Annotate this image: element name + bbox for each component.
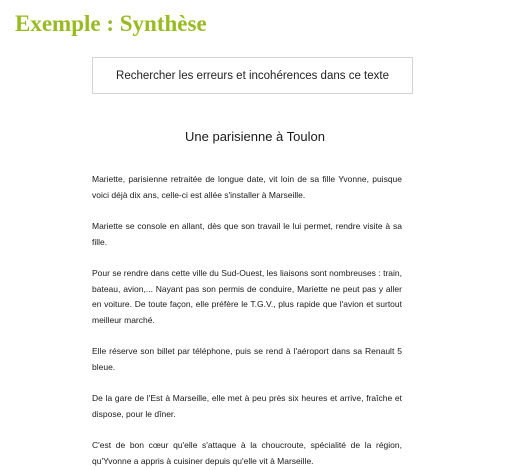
document-body: [92, 172, 402, 469]
instruction-box: [92, 57, 413, 94]
paragraph: De la gare de l'Est à Marseille, elle met à peu près six heures et arrive, fraîche et dispose, pour le dîner.: [92, 393, 402, 419]
document-title: Une parisienne à Toulon: [185, 129, 325, 144]
paragraph: Elle réserve son billet par téléphone, puis se rend à l'aéroport dans sa Renault 5 bleue.: [92, 346, 402, 372]
paragraph: Pour se rendre dans cette ville du Sud-Ouest, les liaisons sont nombreuses : train, bateau, avion,... Nayant pas son permis de conduire, Mariette ne peut pas y aller en voiture. De toute façon, elle préfère le T.G.V., plus rapide que l'avion et surtout meilleur marché.: [92, 268, 402, 325]
paragraph: Mariette, parisienne retraitée de longue date, vit loin de sa fille Yvonne, puisque voici déjà dix ans, celle-ci est allée s'installer à Marseille.: [92, 174, 402, 200]
paragraph: C'est de bon cœur qu'elle s'attaque à la choucroute, spécialité de la région, qu'Yvonne a appris à cuisiner depuis qu'elle vit à Marseille.: [92, 440, 402, 466]
slide-title: Exemple : Synthèse: [15, 11, 207, 36]
instruction-text: Rechercher les erreurs et incohérences dans ce texte: [116, 69, 389, 82]
paragraph: Mariette se console en allant, dès que son travail le lui permet, rendre visite à sa fille.: [92, 221, 402, 247]
